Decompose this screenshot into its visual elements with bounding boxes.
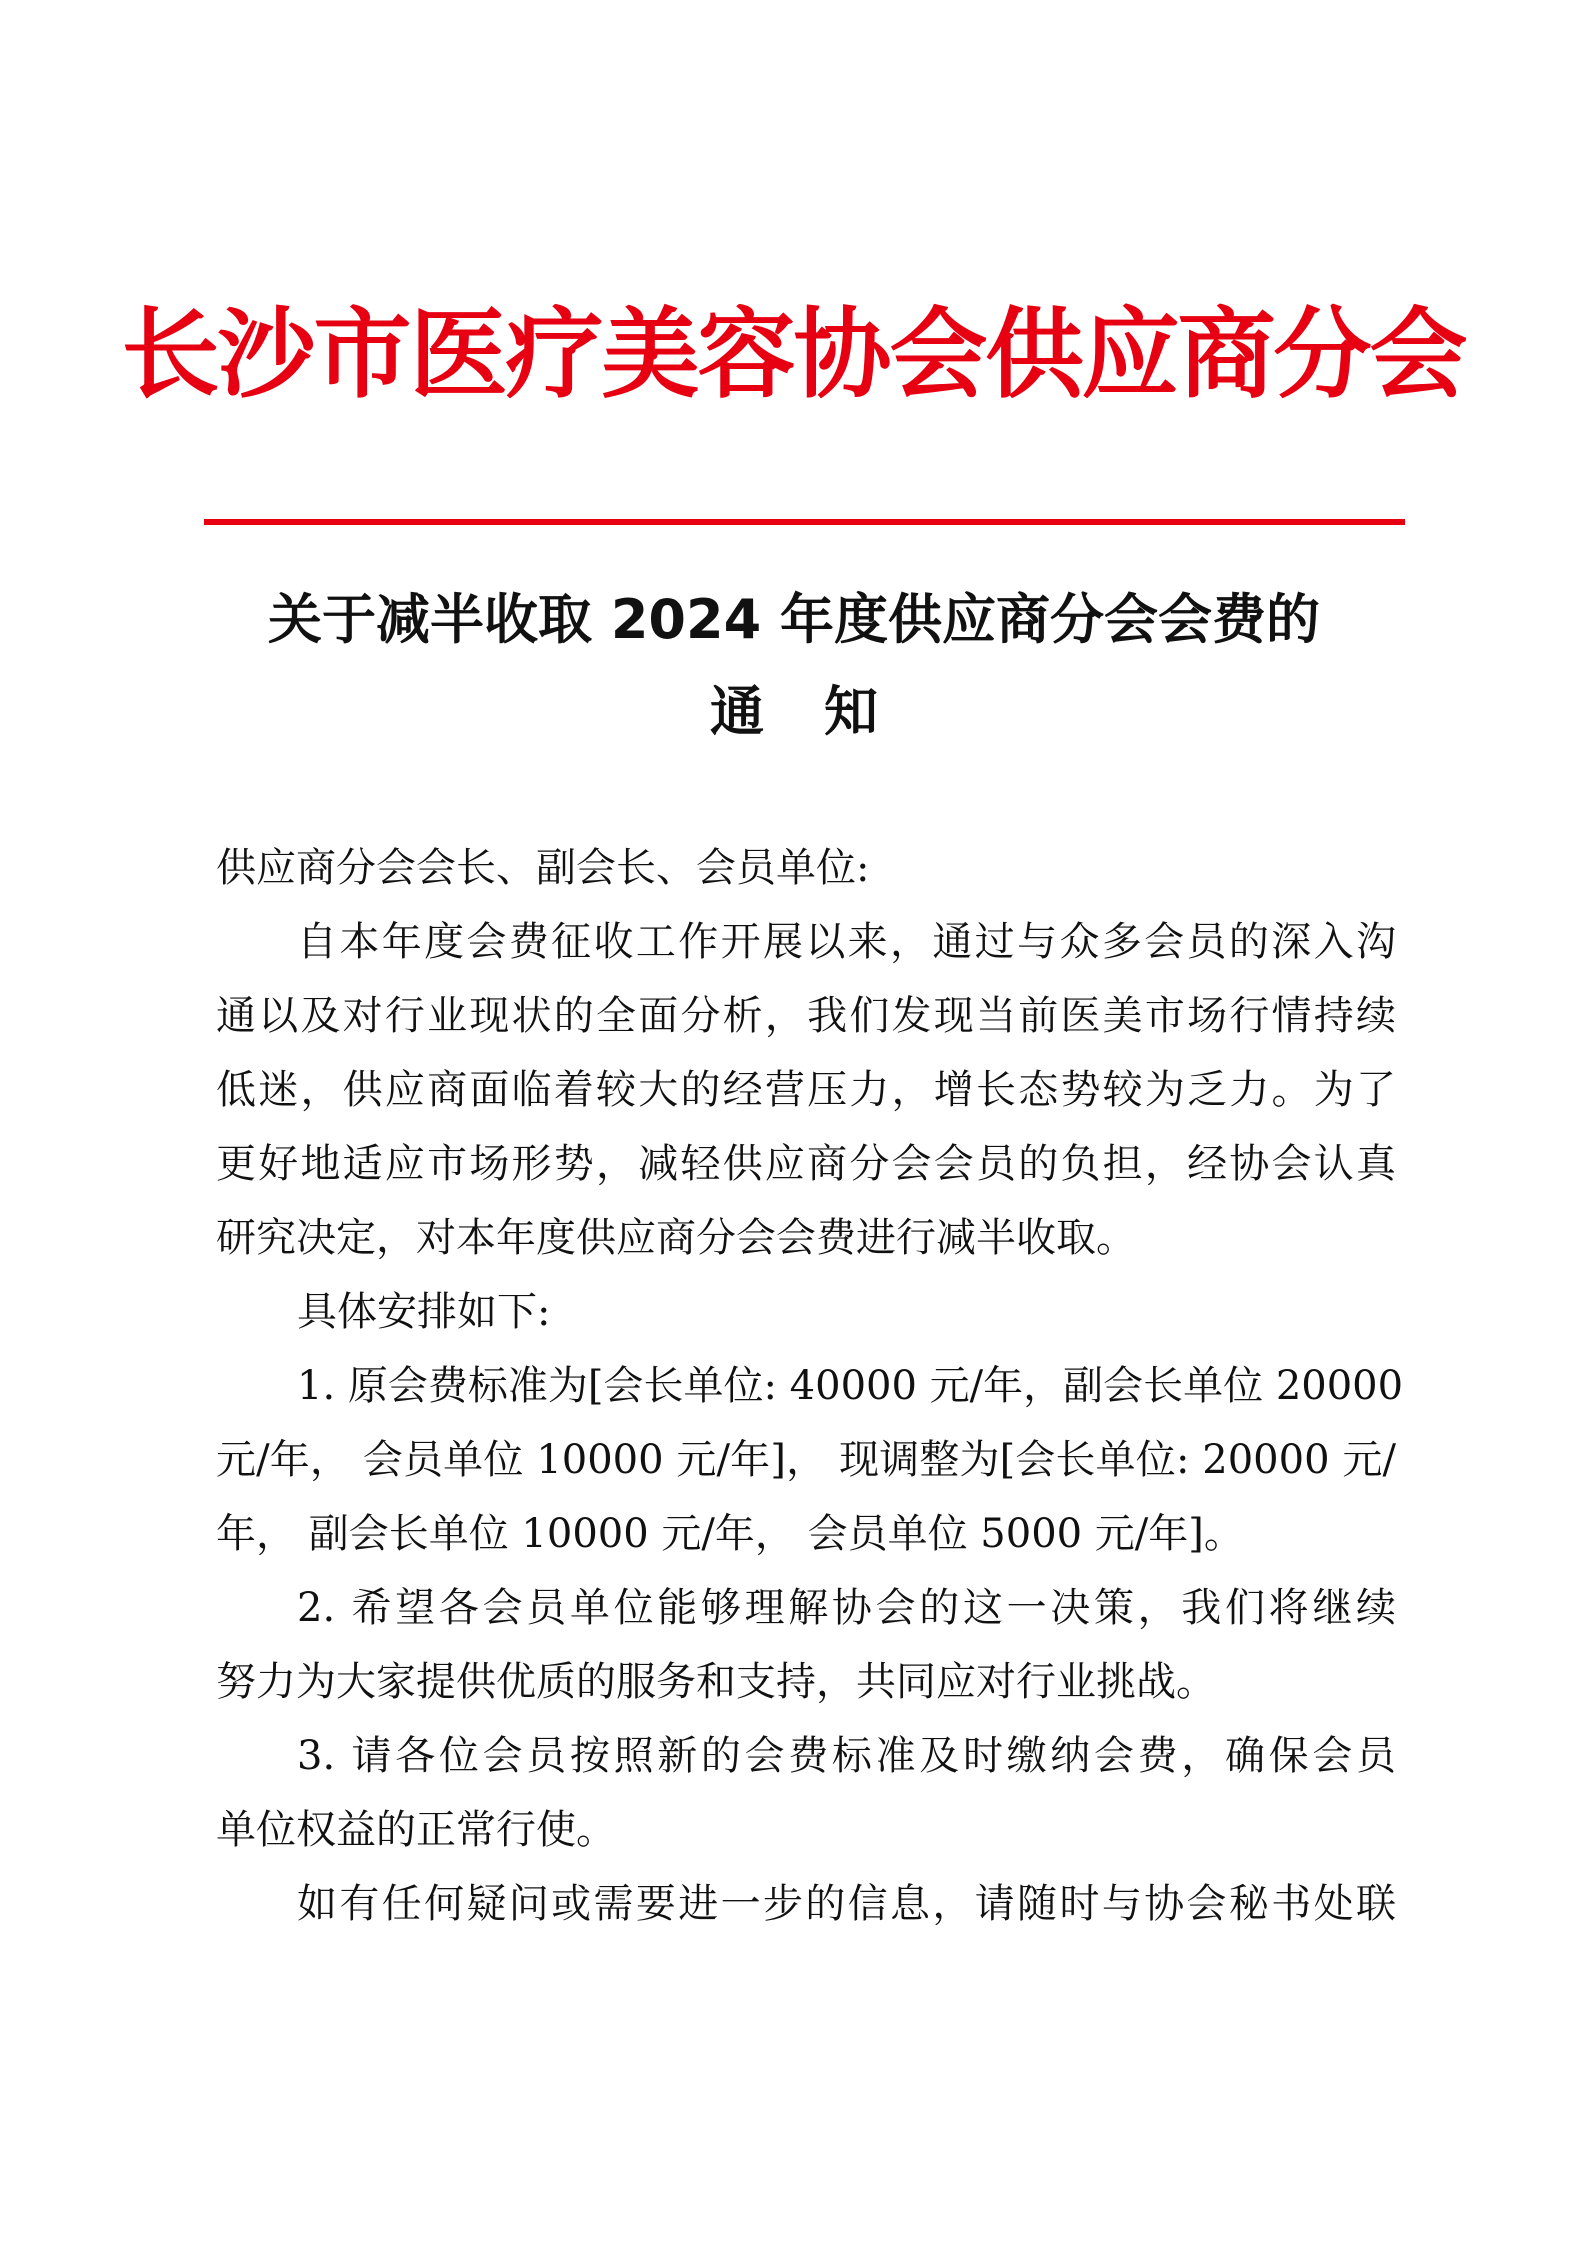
list-item-line: 单位权益的正常行使。 [216, 1807, 616, 1853]
red-divider-line [204, 519, 1405, 525]
paragraph-line: 通以及对行业现状的全面分析，我们发现当前医美市场行情持续 [216, 993, 1396, 1039]
paragraph-line: 研究决定，对本年度供应商分会会费进行减半收取。 [216, 1215, 1136, 1261]
list-item-line: 2. 希望各会员单位能够理解协会的这一决策，我们将继续 [297, 1585, 1396, 1631]
salutation: 供应商分会会长、副会长、会员单位: [216, 845, 870, 891]
document-title-line-1: 关于减半收取 2024 年度供应商分会会费的 [268, 588, 1320, 651]
list-item-line: 年， 副会长单位 10000 元/年， 会员单位 5000 元/年]。 [216, 1511, 1244, 1557]
list-item-line: 1. 原会费标准为[会长单位: 40000 元/年，副会长单位 20000 [297, 1363, 1404, 1409]
paragraph-line: 具体安排如下: [297, 1289, 551, 1335]
paragraph-line: 低迷，供应商面临着较大的经营压力，增长态势较为乏力。为了 [216, 1067, 1396, 1113]
list-item-line: 努力为大家提供优质的服务和支持，共同应对行业挑战。 [216, 1659, 1216, 1705]
organization-header: 长沙市医疗美容协会供应商分会 [121, 297, 1466, 412]
paragraph-line: 如有任何疑问或需要进一步的信息，请随时与协会秘书处联 [297, 1881, 1396, 1927]
list-item-line: 3. 请各位会员按照新的会费标准及时缴纳会费，确保会员 [297, 1733, 1396, 1779]
list-item-line: 元/年， 会员单位 10000 元/年]， 现调整为[会长单位: 20000 元/ [216, 1437, 1396, 1483]
paragraph-line: 更好地适应市场形势，减轻供应商分会会员的负担，经协会认真 [216, 1141, 1396, 1187]
document-title-line-2: 通知 [710, 680, 938, 743]
paragraph-line: 自本年度会费征收工作开展以来，通过与众多会员的深入沟 [297, 919, 1396, 965]
